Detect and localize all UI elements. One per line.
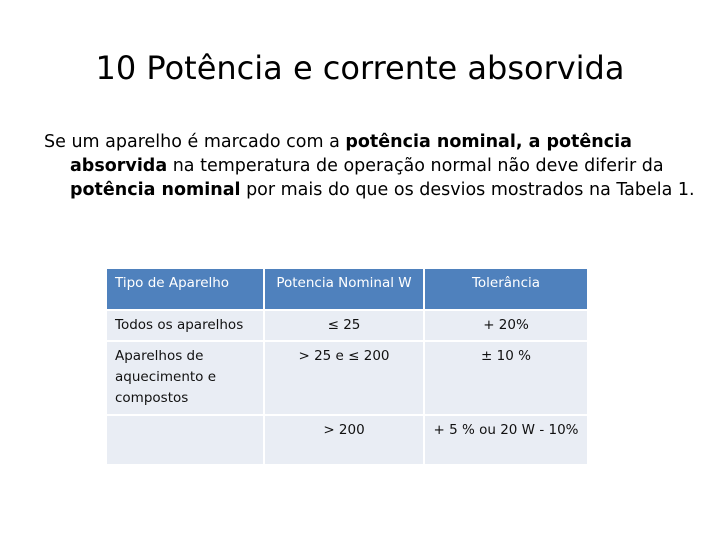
paragraph-bold-2: potência nominal bbox=[70, 180, 241, 200]
paragraph-text-3: por mais do que os desvios mostrados na Tabela 1. bbox=[240, 180, 695, 200]
cell-tolerance: + 5 % ou 20 W - 10% bbox=[425, 416, 587, 464]
paragraph-bold-1: potência nominal, a potência absorvida bbox=[70, 132, 632, 176]
body-paragraph bbox=[44, 130, 710, 202]
cell-device-type: Todos os aparelhos bbox=[107, 311, 265, 342]
slide-title: 10 Potência e corrente absorvida bbox=[95, 49, 625, 87]
table-row bbox=[107, 311, 587, 342]
table-header-row bbox=[107, 269, 587, 311]
header-nominal-power: Potencia Nominal W bbox=[265, 269, 425, 311]
cell-nominal-power: ≤ 25 bbox=[265, 311, 425, 342]
cell-nominal-power: > 25 e ≤ 200 bbox=[265, 342, 425, 416]
cell-tolerance: + 20% bbox=[425, 311, 587, 342]
table-row bbox=[107, 416, 587, 464]
table-row bbox=[107, 342, 587, 416]
cell-device-type bbox=[107, 416, 265, 464]
header-device-type: Tipo de Aparelho bbox=[107, 269, 265, 311]
paragraph-text-1: Se um aparelho é marcado com a bbox=[44, 132, 346, 152]
cell-device-type: Aparelhos de aquecimento e compostos bbox=[107, 342, 265, 416]
cell-tolerance: ± 10 % bbox=[425, 342, 587, 416]
cell-nominal-power: > 200 bbox=[265, 416, 425, 464]
paragraph-text-2: na temperatura de operação normal não deve diferir da bbox=[167, 156, 664, 176]
header-tolerance: Tolerância bbox=[425, 269, 587, 311]
tolerance-table bbox=[107, 269, 587, 464]
